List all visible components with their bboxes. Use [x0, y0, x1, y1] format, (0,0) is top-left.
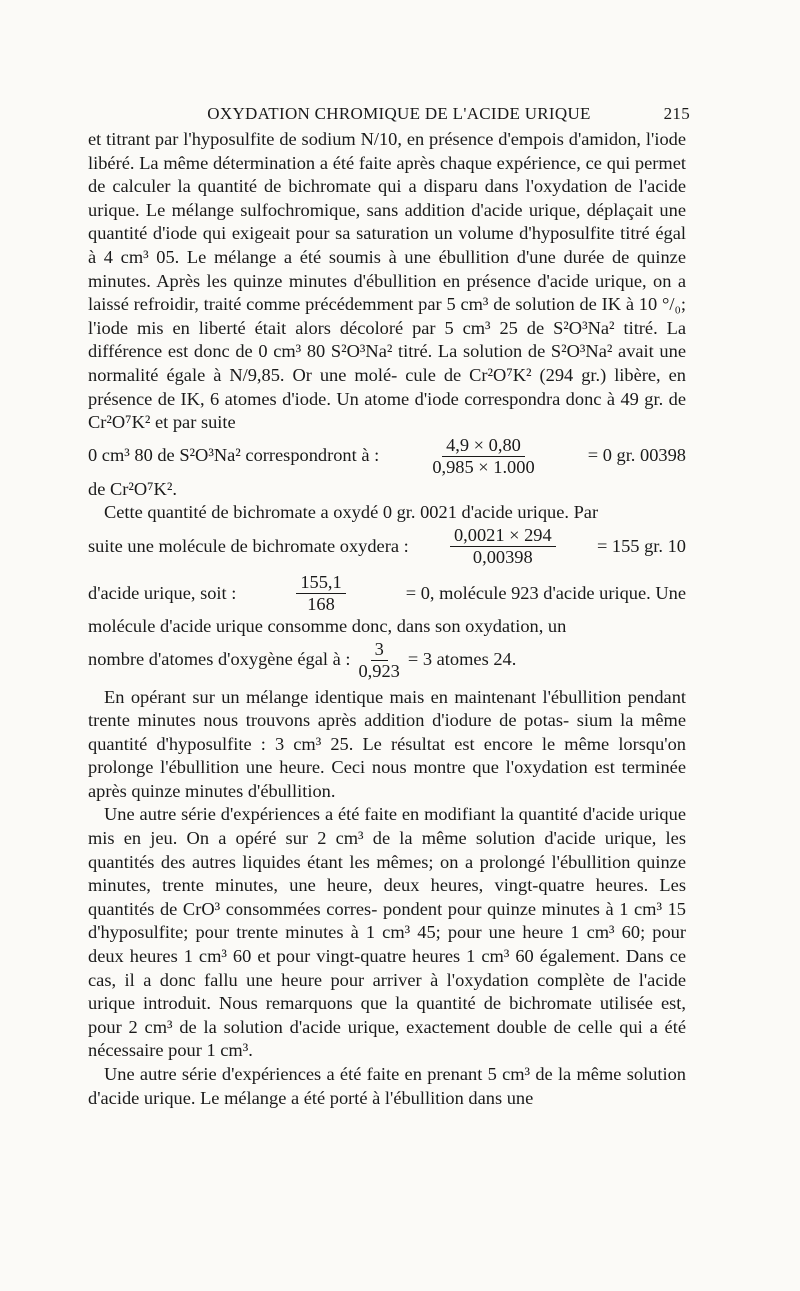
text-line: pondent pour quinze minutes à 1 cm³ 15 d'hyposulfite; pour trente [88, 898, 686, 943]
text-line: même lorsqu'on prolonge l'ébullition une heure. Ceci nous montre que [88, 733, 686, 778]
equation-2 [88, 525, 686, 568]
fraction-numerator: 3 [371, 639, 388, 661]
text-line: de IK à 10 °/₀; l'iode mis en liberté était alors décoloré par 5 cm³ 25 [88, 294, 686, 338]
equation-lead: nombre d'atomes d'oxygène égal à : [88, 649, 351, 670]
text-line: l'oxydation est terminée après quinze minutes d'ébullition. [88, 757, 686, 801]
text-line: de Cr²O⁷K². [88, 478, 177, 499]
equation-3 [88, 572, 686, 615]
text-line: pour sa saturation un volume d'hyposulfite titré égal à 4 cm³ 05. Le [88, 223, 686, 267]
text-line: sans addition d'acide urique, déplaçait une quantité d'iode qui exigeait [88, 199, 686, 244]
text-line: Après les quinze minutes d'ébullition en présence d'acide urique, on a [156, 270, 686, 291]
fraction-numerator: 155,1 [296, 572, 345, 594]
paragraph-1 [88, 128, 686, 435]
text-line: d'acide urique, les quantités des autres liquides étant les mêmes; on a [88, 828, 686, 872]
text-line: minutes à 1 cm³ 45; pour une heure 1 cm³ 60; pour deux heures 1 cm³ 60 [88, 922, 686, 967]
fraction-denominator: 168 [307, 593, 335, 614]
text-line: a été nécessaire pour 1 cm³. [88, 1016, 686, 1061]
equation-1 [88, 435, 686, 478]
paragraph-3 [88, 686, 686, 804]
fraction-denominator: 0,00398 [472, 546, 533, 567]
fraction [354, 639, 403, 682]
text-line: laissé refroidir, traité comme précédemment par 5 cm³ de solution [88, 294, 575, 315]
text-line: Une autre série d'expériences a été faite en modifiant la quantité [104, 804, 578, 825]
text-line: heures, vingt-quatre heures. Les quantités de CrO³ consommées corres- [88, 875, 686, 919]
text-line: mélange a été soumis à une ébullition d'une durée de quinze minutes. [88, 246, 686, 291]
equation-lead: d'acide urique, soit : [88, 582, 237, 603]
text-line: et pour vingt-quatre heures 1 cm³ 60 également. Dans ce cas, il a donc [88, 946, 686, 990]
text-line: introduit. Nous remarquons que la quantité de bichromate utilisée est, [143, 993, 686, 1014]
equation-result: = 3 atomes 24. [407, 649, 517, 670]
fraction-numerator: 0,0021 × 294 [450, 525, 556, 547]
fraction [296, 572, 345, 615]
text-line: solution d'acide urique. Le mélange a été porté à l'ébullition dans une [88, 1064, 686, 1108]
equation-result: = 155 gr. 10 [596, 535, 686, 556]
paragraph-2-first-line: Cette quantité de bichromate a oxydé 0 gr. 0021 d'acide urique. Par [104, 502, 599, 523]
text-line: cule de Cr²O⁷K² (294 gr.) libère, en présence de IK, 6 atomes d'iode. [88, 364, 686, 409]
text-line: pendant trente minutes nous trouvons après addition d'iodure de potas- [88, 686, 686, 731]
paragraph-4 [88, 803, 686, 1063]
paragraph-5 [88, 1063, 686, 1110]
text-line: d'acide urique mis en jeu. On a opéré sur 2 cm³ de la même solution [88, 804, 686, 849]
equation-4 [88, 639, 686, 682]
equation-lead: suite une molécule de bichromate oxydera : [88, 535, 409, 556]
running-title: OXYDATION CHROMIQUE DE L'ACIDE URIQUE [207, 104, 591, 123]
fraction-denominator: 0,985 × 1.000 [432, 456, 535, 477]
text-line: et titrant par l'hyposulfite de sodium N/10, en présence d'empois [88, 129, 564, 149]
text-line: solution de S²O³Na² avait une normalité égale à N/9,85. Or une molé- [88, 341, 686, 385]
text-line: de S²O³Na² titré. La différence est donc de 0 cm³ 80 S²O³Na² titré. La [88, 317, 686, 362]
text-line: Un atome d'iode correspondra donc à 49 gr. de Cr²O⁷K² et par suite [88, 388, 686, 433]
equation-result: = 0 gr. 00398 [587, 445, 686, 466]
page-body [88, 128, 686, 1110]
text-line: pour 2 cm³ de la solution d'acide urique, exactement double de celle qui [88, 1016, 643, 1037]
equation-result: = 0, molécule 923 d'acide urique. Une [405, 582, 686, 603]
text-line: Une autre série d'expériences a été faite en prenant 5 cm³ de la même [104, 1064, 622, 1084]
fraction-numerator: 4,9 × 0,80 [442, 435, 525, 457]
text-line: prolongé l'ébullition quinze minutes, trente minutes, une heure, deux [88, 851, 686, 896]
page-number: 215 [663, 104, 690, 123]
text-line: expérience, ce qui permet de calculer la quantité de bichromate qui a [88, 152, 686, 197]
text-line: sium la même quantité d'hyposulfite : 3 cm³ 25. Le résultat est encore le [88, 710, 686, 754]
text-line: molécule d'acide urique consomme donc, dans son oxydation, un [88, 615, 567, 636]
text-line: disparu dans l'oxydation de l'acide urique. Le mélange sulfochromique, [88, 176, 686, 220]
fraction [450, 525, 556, 568]
text-line: En opérant sur un mélange identique mais en maintenant l'ébullition [104, 686, 622, 707]
fraction [428, 435, 538, 478]
fraction-denominator: 0,923 [358, 660, 400, 681]
equation-lead: 0 cm³ 80 de S²O³Na² correspondront à : [88, 445, 380, 466]
text-line: d'amidon, l'iode libéré. La même détermination a été faite après chaque [88, 129, 686, 173]
text-line: fallu une heure pour arriver à l'oxydation complète de l'acide urique [88, 969, 686, 1014]
